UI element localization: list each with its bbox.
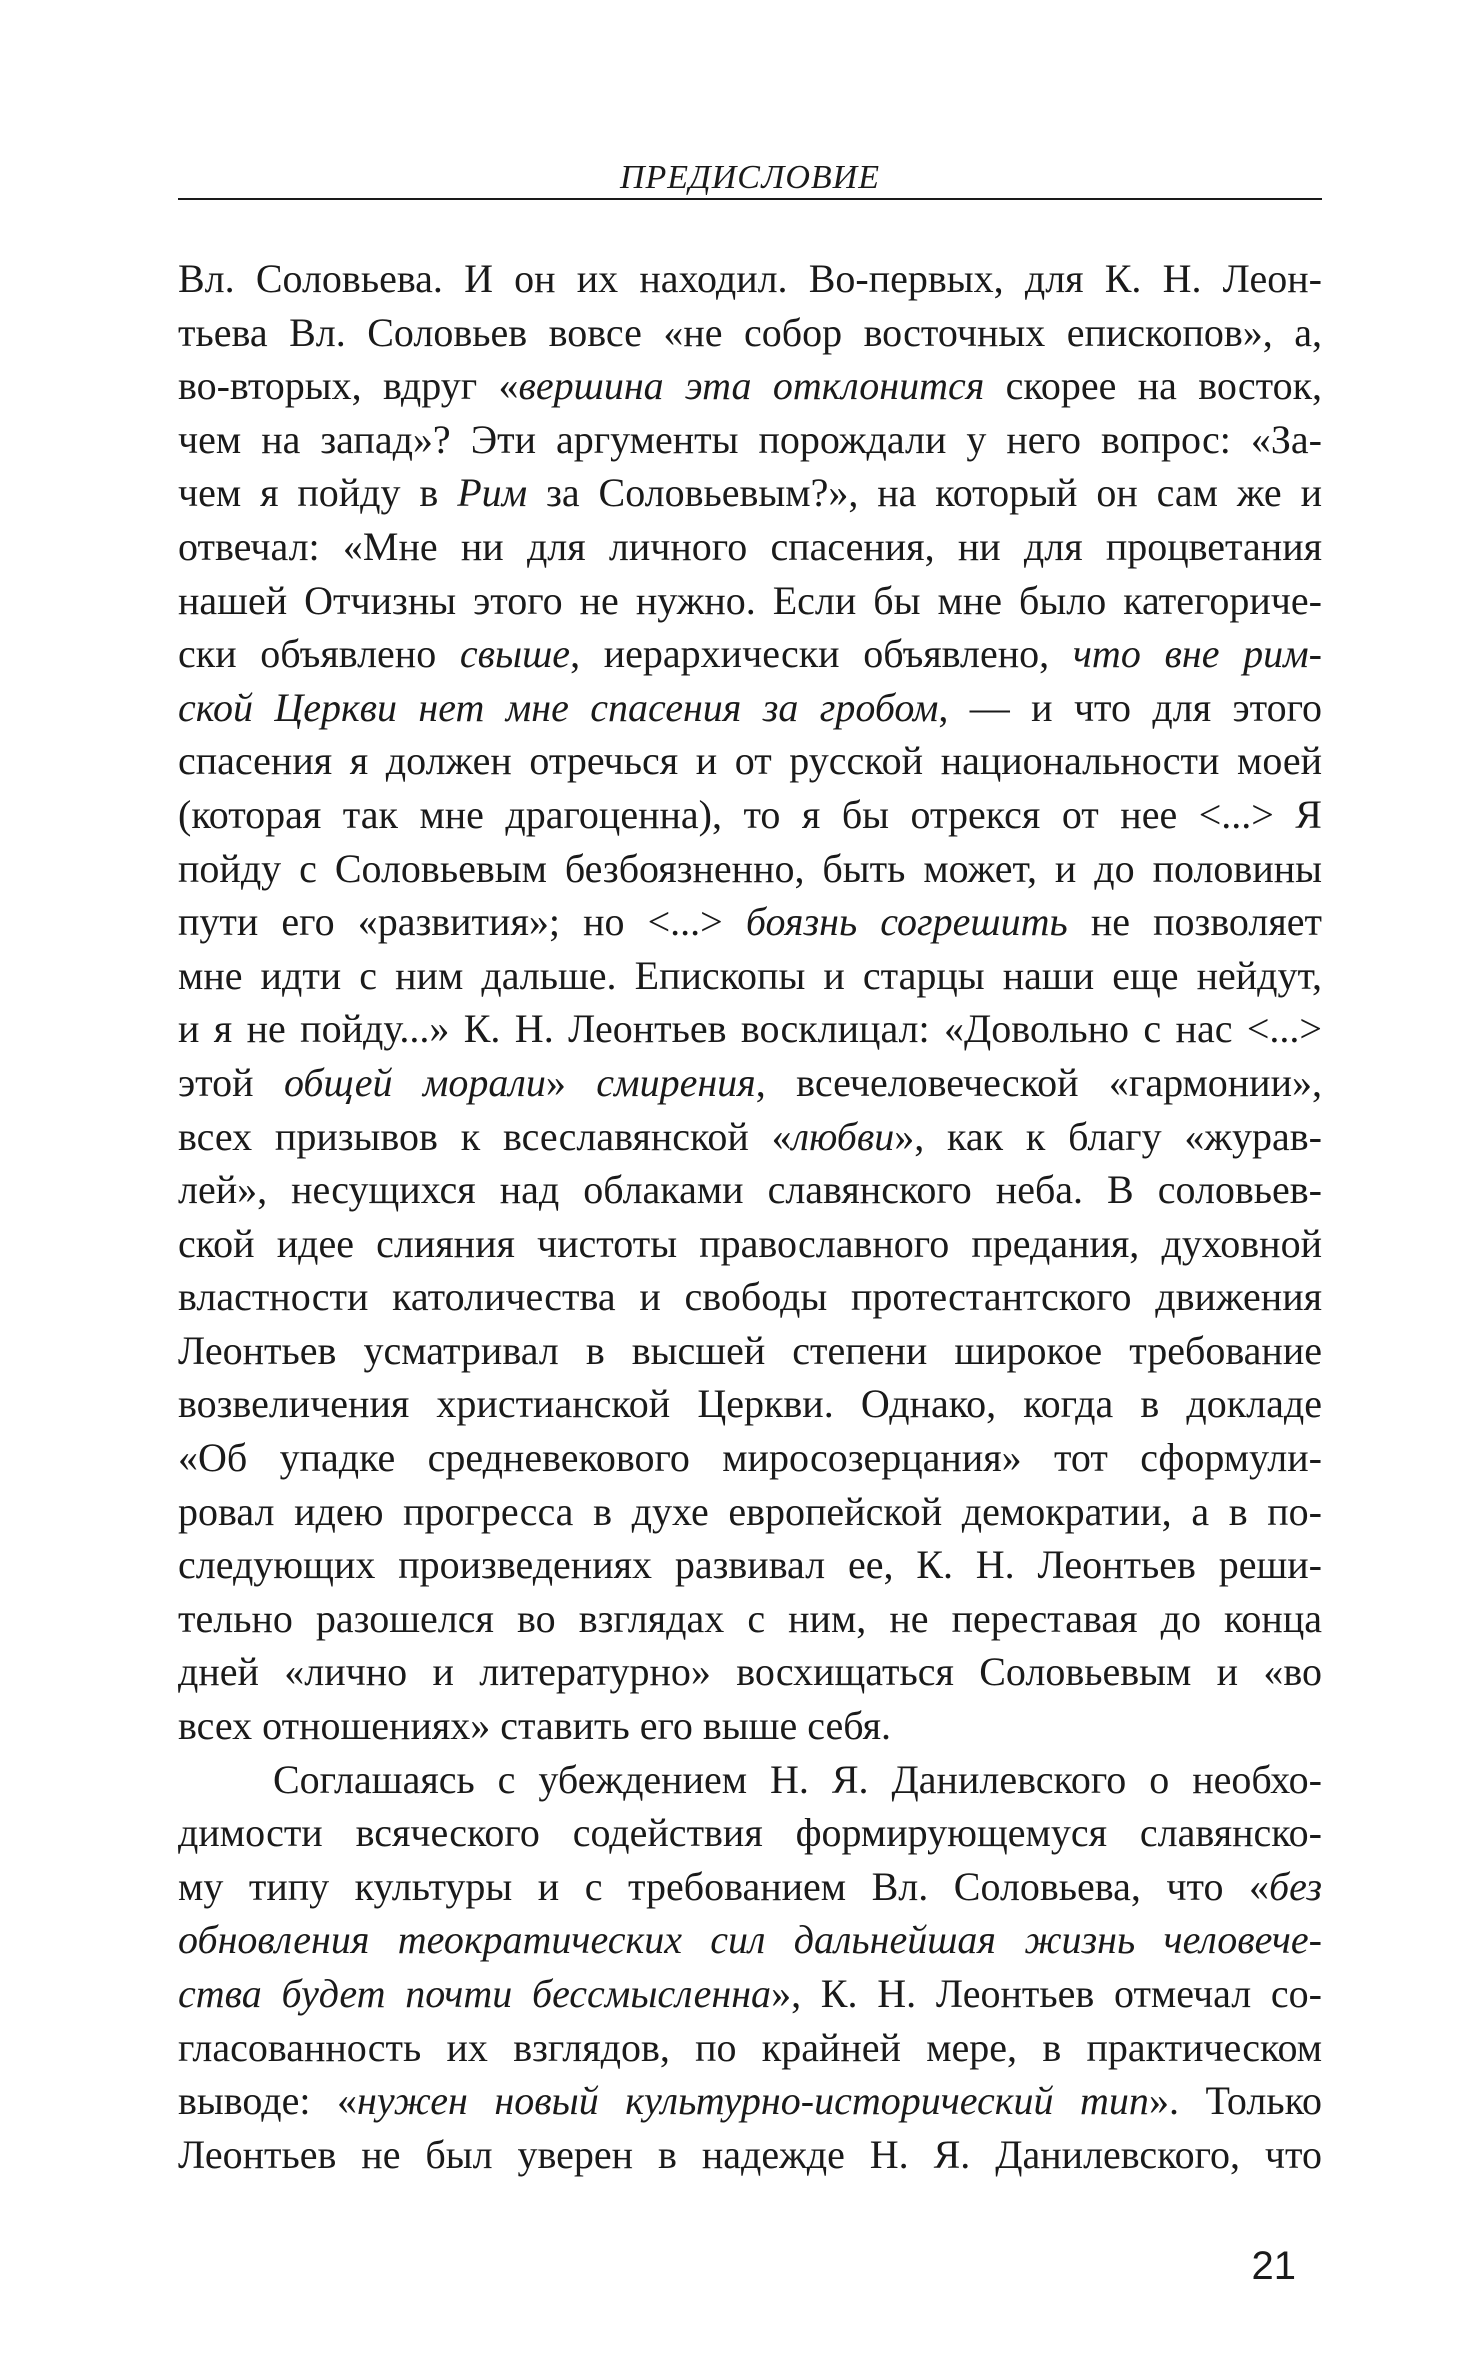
- text-segment: «Об упадке средневекового миросозерцания» тот сформули-: [178, 1435, 1322, 1481]
- text-segment: », К. Н. Леонтьев отмечал со-: [771, 1971, 1322, 2016]
- page-number: 21: [1251, 2244, 1296, 2288]
- text-line: [178, 306, 1322, 360]
- text-segment: за Соловьевым?», на который он сам же и: [527, 470, 1322, 516]
- text-segment: тельно разошелся во взглядах с ним, не переставая до конца: [178, 1595, 1322, 1641]
- text-line: [178, 1538, 1322, 1592]
- text-segment: (которая так мне драгоценна), то я бы отрекся от нее <...> Я: [178, 791, 1322, 837]
- text-segment: Вл. Соловьева. И он их находил. Во-первых, для К. Н. Леон-: [178, 256, 1322, 301]
- text-line: [178, 1217, 1322, 1271]
- text-segment: лей», несущихся над облаками славянского неба. В соловьев-: [178, 1167, 1322, 1213]
- text-segment: пойду с Соловьевым безбоязненно, быть может, и до половины: [178, 845, 1322, 891]
- header-rule: [178, 198, 1322, 200]
- text-segment: этой: [178, 1059, 284, 1105]
- text-line: [178, 1163, 1322, 1217]
- text-segment: властности католичества и свободы протестантского движения: [178, 1274, 1322, 1320]
- text-segment: димости всяческого содействия формирующемуся славянско-: [178, 1810, 1322, 1856]
- text-segment: следующих произведениях развивал ее, К. Н. Леонтьев реши-: [178, 1542, 1322, 1588]
- text-segment: отвечал: «Мне ни для личного спасения, ни для процветания: [178, 523, 1322, 569]
- text-segment: во-вторых, вдруг «: [178, 363, 519, 409]
- text-line: [178, 1056, 1322, 1110]
- text-line: [178, 413, 1322, 467]
- italic-text-segment: ства будет почти бессмысленна: [178, 1971, 772, 2016]
- text-segment: не позволяет: [1067, 899, 1322, 945]
- text-line: [178, 627, 1322, 681]
- italic-text-segment: что вне рим-: [1072, 631, 1323, 677]
- text-line: [178, 1270, 1322, 1324]
- text-segment: ». Только: [1148, 2078, 1322, 2124]
- text-line: [178, 1002, 1322, 1056]
- text-line: [178, 574, 1322, 628]
- text-segment: мне идти с ним дальше. Епископы и старцы наши еще нейдут,: [178, 952, 1322, 998]
- italic-text-segment: Рим: [457, 470, 528, 516]
- text-segment: скорее на восток,: [984, 363, 1322, 409]
- text-segment: , — и что для этого: [938, 684, 1323, 730]
- text-segment: пути его «развития»; но <...>: [178, 899, 746, 945]
- text-segment: Леонтьев не был уверен в надежде Н. Я. Данилевского, что: [178, 2131, 1322, 2177]
- text-segment: спасения я должен отречься и от русской национальности моей: [178, 738, 1322, 784]
- text-line: [178, 466, 1322, 520]
- italic-text-segment: вершина эта отклонится: [518, 363, 985, 409]
- text-line: [178, 520, 1322, 574]
- text-segment: выводе: «: [178, 2078, 357, 2124]
- italic-text-segment: боязнь согрешить: [745, 899, 1068, 945]
- text-segment: дней «лично и литературно» восхищаться Соловьевым и «во: [178, 1649, 1322, 1695]
- italic-text-segment: смирения: [596, 1059, 756, 1105]
- text-segment: му типу культуры и с требованием Вл. Соловьева, что «: [178, 1863, 1270, 1909]
- text-segment: ской идее слияния чистоты православного предания, духовной: [178, 1220, 1322, 1266]
- text-segment: ски объявлено: [178, 631, 460, 677]
- text-line: [178, 359, 1322, 413]
- text-segment: всех отношениях» ставить его выше себя.: [178, 1703, 891, 1749]
- text-line: [178, 2128, 1322, 2182]
- text-line: [178, 2021, 1322, 2075]
- text-segment: , иерархически объявлено,: [570, 631, 1073, 677]
- text-line: [178, 252, 1322, 306]
- text-segment: чем на запад»? Эти аргументы порождали у него вопрос: «За-: [178, 416, 1322, 462]
- text-segment: », как к благу «журав-: [894, 1113, 1322, 1159]
- text-line: [178, 1645, 1322, 1699]
- running-head: ПРЕДИСЛОВИЕ: [619, 159, 881, 196]
- text-segment: чем я пойду в: [178, 470, 458, 516]
- text-line: [178, 1860, 1322, 1914]
- text-segment: нашей Отчизны этого не нужно. Если бы мне было категориче-: [178, 577, 1322, 623]
- text-line: [178, 1431, 1322, 1485]
- italic-text-segment: общей морали: [283, 1059, 546, 1105]
- text-line: [178, 1699, 1322, 1753]
- text-segment: возвеличения христианской Церкви. Однако, когда в докладе: [178, 1381, 1322, 1427]
- text-line: [178, 1324, 1322, 1378]
- text-line: [178, 1913, 1322, 1967]
- text-line: [178, 1377, 1322, 1431]
- text-segment: »: [545, 1059, 597, 1105]
- text-segment: всех призывов к всеславянской «: [178, 1113, 792, 1159]
- text-line: [178, 1806, 1322, 1860]
- text-line: [178, 1967, 1322, 2021]
- text-segment: Соглашаясь с убеждением Н. Я. Данилевского о необхо-: [273, 1756, 1322, 1802]
- text-line: [178, 681, 1322, 735]
- text-segment: тьева Вл. Соловьев вовсе «не собор восточных епископов», а,: [178, 309, 1322, 355]
- text-segment: , всечеловеческой «гармонии»,: [755, 1059, 1322, 1105]
- text-line: [178, 949, 1322, 1003]
- text-line: [178, 734, 1322, 788]
- text-line: [178, 1753, 1322, 1807]
- italic-text-segment: без: [1269, 1863, 1322, 1909]
- italic-text-segment: любви: [791, 1113, 895, 1159]
- text-segment: ровал идею прогресса в духе европейской демократии, а в по-: [178, 1488, 1322, 1534]
- text-line: [178, 1592, 1322, 1646]
- italic-text-segment: нужен новый культурно-исторический тип: [357, 2078, 1149, 2124]
- italic-text-segment: ской Церкви нет мне спасения за гробом: [178, 684, 939, 730]
- text-segment: гласованность их взглядов, по крайней мере, в практическом: [178, 2024, 1322, 2070]
- text-line: [178, 2074, 1322, 2128]
- text-line: [178, 842, 1322, 896]
- text-segment: и я не пойду...» К. Н. Леонтьев восклицал: «Довольно с нас <...>: [178, 1006, 1322, 1052]
- text-line: [178, 895, 1322, 949]
- text-segment: Леонтьев усматривал в высшей степени широкое требование: [178, 1327, 1322, 1373]
- italic-text-segment: обновления теократических сил дальнейшая жизнь человече-: [178, 1917, 1322, 1963]
- text-line: [178, 788, 1322, 842]
- italic-text-segment: свыше: [459, 631, 571, 677]
- body-text: [178, 252, 1322, 2181]
- text-line: [178, 1110, 1322, 1164]
- text-line: [178, 1485, 1322, 1539]
